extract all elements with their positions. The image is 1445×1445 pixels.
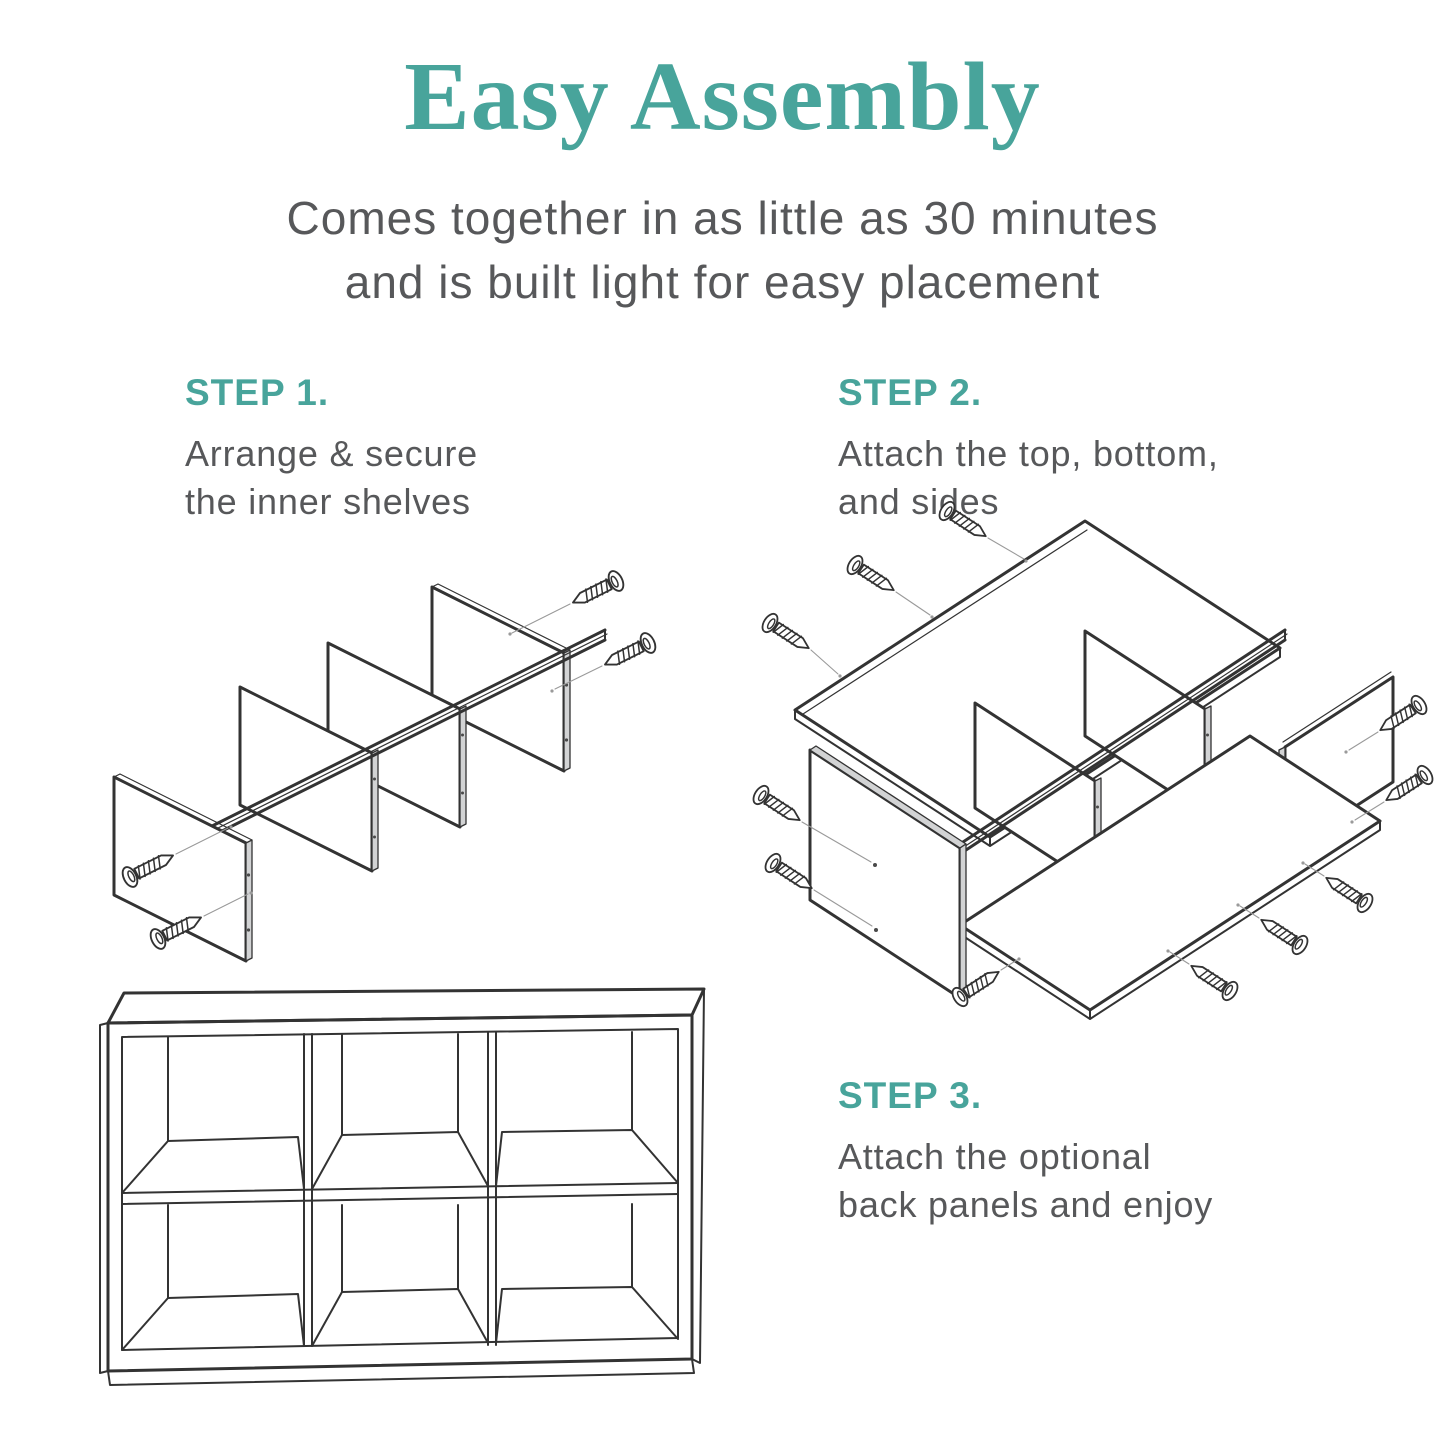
step-3-label: STEP 3. [838,1075,983,1116]
screw-icon [1256,911,1311,957]
screw-icon [750,783,805,829]
screw-icon [568,569,626,612]
screw-icon [844,553,899,599]
step-3-text-line-2: back panels and enjoy [838,1183,1214,1225]
step-2-text-line-1: Attach the top, bottom, [838,433,1219,474]
step3-illustration [80,965,730,1405]
step-1-text-line-1: Arrange & secure [185,433,478,474]
screw-icon [600,631,658,674]
step1-illustration [100,535,690,965]
step-1-block [185,372,478,525]
step-1-label: STEP 1. [185,372,330,413]
step-1-text [185,430,478,525]
step-1-text-line-2: the inner shelves [185,480,471,522]
screw-icon [759,611,814,657]
subtitle-line-1: Comes together in as little as 30 minutes [286,192,1159,244]
step-2-label: STEP 2. [838,372,983,413]
inner-shelf-panels [114,584,607,961]
screw-icon [1186,957,1241,1003]
subtitle [0,186,1445,315]
step-3-text [838,1133,1213,1228]
dividers-and-shelf [122,1032,678,1346]
page-title: Easy Assembly [404,43,1041,151]
step2-illustration [725,495,1435,1020]
step-2-text-line-2: and sides [838,480,1000,522]
step-3-block [838,1075,1213,1228]
screw-icon [936,499,991,545]
step-3-text-line-1: Attach the optional [838,1136,1152,1177]
subtitle-line-2: and is built light for easy placement [344,256,1101,309]
screw-icon [1321,869,1376,915]
